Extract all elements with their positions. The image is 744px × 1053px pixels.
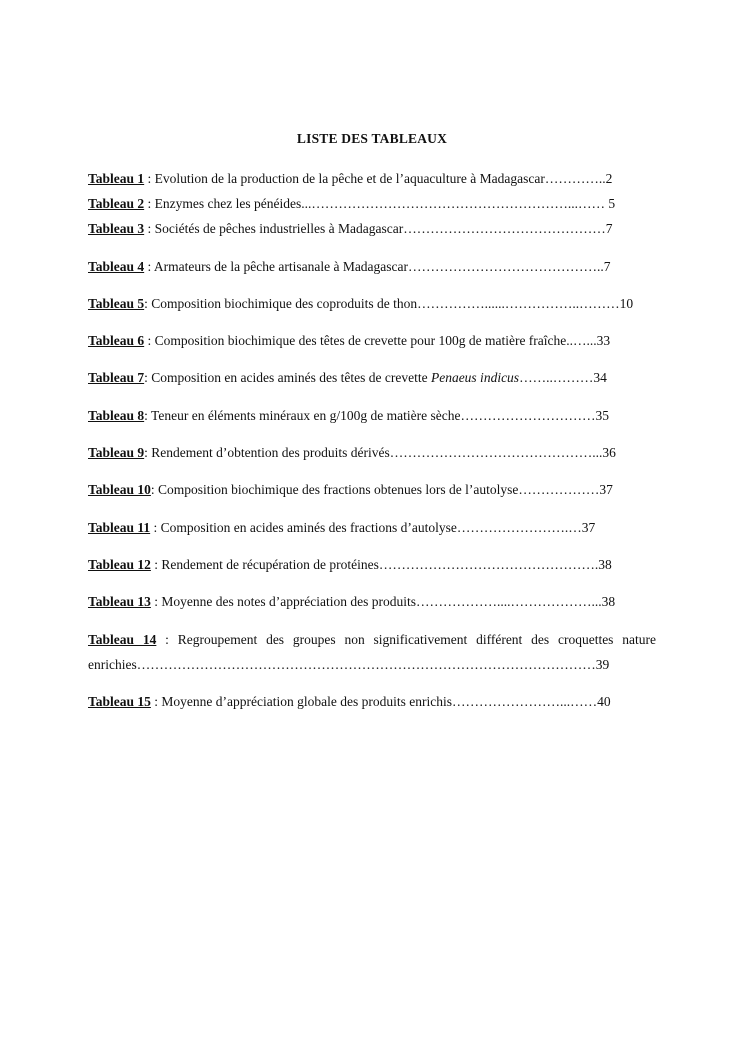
toc-entry-tableau-4	[88, 259, 656, 275]
toc-entry-text: : Composition en acides aminés des têtes de crevette	[144, 370, 431, 385]
toc-entry-tableau-1	[88, 171, 656, 187]
toc-entry-tableau-14	[88, 627, 656, 677]
page-title: LISTE DES TABLEAUX	[296, 131, 448, 146]
toc-entry-label: Tableau 13	[88, 594, 151, 609]
toc-entry-label: Tableau 6	[88, 333, 145, 348]
toc-entry-label: Tableau 11	[88, 520, 151, 535]
toc-entry-tableau-13	[88, 594, 656, 610]
toc-entry-tableau-15	[88, 694, 656, 710]
toc-entry-label: Tableau 15	[88, 694, 151, 709]
toc-entry-text: : Armateurs de la pêche artisanale à Madagascar……………………………………..7	[144, 259, 611, 274]
toc-entry-text: : Enzymes chez les pénéides...…………………………………………………...…… 5	[144, 196, 616, 211]
toc-entry-tableau-2	[88, 196, 656, 212]
toc-entry-label: Tableau 1	[88, 171, 145, 186]
toc-entry-label: Tableau 2	[88, 196, 145, 211]
toc-entry-label: Tableau 9	[88, 445, 145, 460]
toc-entry-tableau-8	[88, 408, 656, 424]
toc-entry-tableau-3	[88, 221, 656, 237]
toc-entry-label: Tableau 7	[88, 370, 145, 385]
toc-entry-text: : Regroupement des groupes non significativement différent des croquettes nature enrichies…………………………………………………………………………………………39	[88, 632, 656, 672]
toc-entry-tableau-5	[88, 296, 656, 312]
toc-entry-label: Tableau 12	[88, 557, 151, 572]
toc-entry-tableau-9	[88, 445, 656, 461]
toc-entry-text: : Rendement de récupération de protéines………………………………………….38	[150, 557, 612, 572]
toc-entry-text: : Composition en acides aminés des fractions d’autolyse…………………….…37	[150, 520, 596, 535]
toc-entry-text: : Composition biochimique des têtes de crevette pour 100g de matière fraîche..…...33	[144, 333, 611, 348]
toc-entry-text: : Composition biochimique des fractions obtenues lors de l’autolyse………………37	[150, 482, 613, 497]
toc-entry-tableau-10	[88, 482, 656, 498]
toc-entry-tableau-11	[88, 520, 656, 536]
toc-entry-tableau-12	[88, 557, 656, 573]
toc-entry-label: Tableau 14	[88, 632, 157, 647]
toc-entry-text: : Sociétés de pêches industrielles à Madagascar………………………………………7	[144, 221, 613, 236]
toc-entry-text: : Rendement d’obtention des produits dérivés………………………………………...36	[144, 445, 616, 460]
toc-entry-page: ……..………34	[519, 370, 607, 385]
toc-entry-text: : Composition biochimique des coproduits de thon……………......……………..………10	[144, 296, 634, 311]
toc-entry-text: : Moyenne des notes d’appréciation des produits………………....………………...38	[150, 594, 616, 609]
toc-entry-species: Penaeus indicus	[430, 370, 520, 385]
toc-entry-tableau-7	[88, 370, 656, 386]
toc-entry-tableau-6	[88, 333, 656, 349]
toc-entry-label: Tableau 10	[88, 482, 151, 497]
toc-entry-label: Tableau 3	[88, 221, 145, 236]
toc-entry-text: : Evolution de la production de la pêche et de l’aquaculture à Madagascar…………..2	[144, 171, 613, 186]
toc-entry-label: Tableau 5	[88, 296, 145, 311]
toc-entry-text: : Teneur en éléments minéraux en g/100g de matière sèche…………………………35	[144, 408, 609, 423]
toc-entry-label: Tableau 8	[88, 408, 145, 423]
toc-entry-label: Tableau 4	[88, 259, 145, 274]
toc-entry-text: : Moyenne d’appréciation globale des produits enrichis……………………...……40	[150, 694, 611, 709]
